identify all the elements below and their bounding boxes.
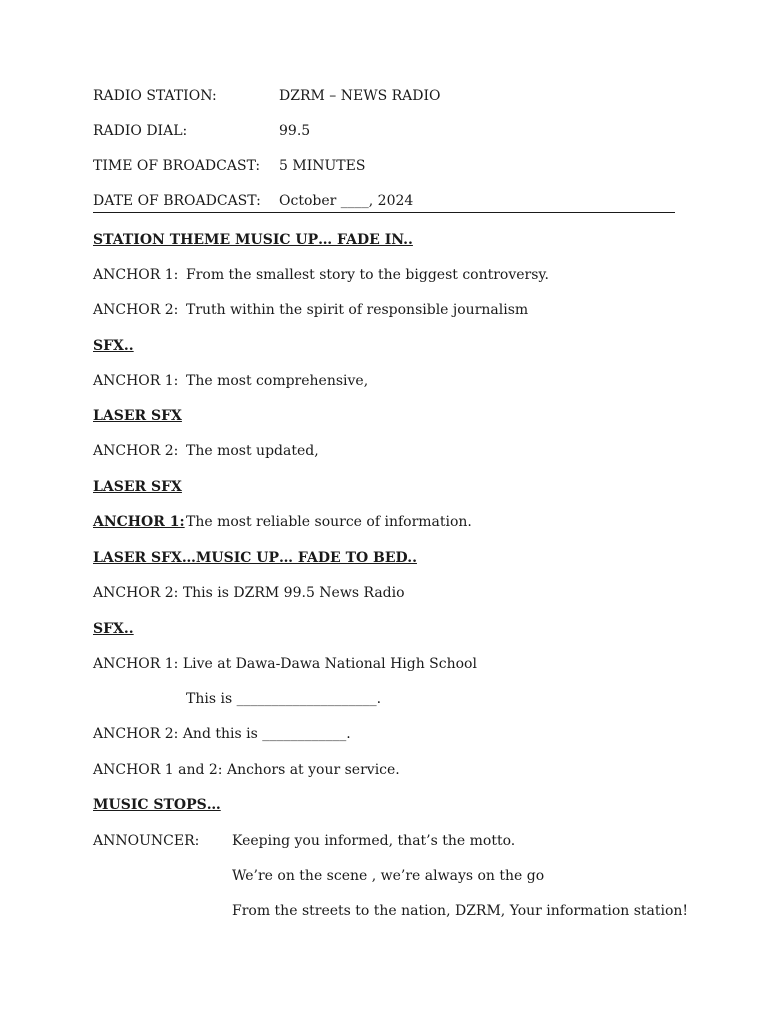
dial-label: RADIO DIAL: (93, 123, 188, 139)
dialogue-text: The most reliable source of information. (186, 514, 472, 530)
dialogue-text: The most comprehensive, (186, 373, 369, 389)
announcer-text: We’re on the scene , we’re always on the go (232, 868, 545, 884)
speaker-label: ANCHOR 1: (93, 267, 179, 283)
date-label: DATE OF BROADCAST: (93, 193, 261, 209)
dialogue-line: ANCHOR 2: And this is ____________. (93, 726, 351, 742)
speaker-label: ANCHOR 2: (93, 443, 179, 459)
dialogue-line: ANCHOR 2: This is DZRM 99.5 News Radio (93, 585, 405, 601)
station-value: DZRM – NEWS RADIO (279, 88, 441, 104)
cue-laser-sfx: LASER SFX (93, 408, 182, 424)
script-page (93, 0, 689, 1024)
cue-music-stops: MUSIC STOPS… (93, 797, 221, 813)
announcer-text: Keeping you informed, that’s the motto. (232, 833, 516, 849)
cue-laser-music-up: LASER SFX…MUSIC UP… FADE TO BED.. (93, 550, 417, 566)
time-label: TIME OF BROADCAST: (93, 158, 261, 174)
dialogue-line: ANCHOR 1 and 2: Anchors at your service. (93, 762, 400, 778)
station-label: RADIO STATION: (93, 88, 217, 104)
speaker-label: ANNOUNCER: (93, 833, 200, 849)
cue-sfx: SFX.. (93, 338, 134, 354)
dial-value: 99.5 (279, 123, 311, 139)
speaker-label: ANCHOR 2: (93, 302, 179, 318)
announcer-text: From the streets to the nation, DZRM, Your information station! (232, 903, 689, 919)
date-value: October ____, 2024 (279, 193, 414, 209)
speaker-label: ANCHOR 1: (93, 373, 179, 389)
cue-laser-sfx: LASER SFX (93, 479, 182, 495)
dialogue-text: This is ____________________. (186, 691, 382, 707)
dialogue-line: ANCHOR 1: Live at Dawa-Dawa National High School (93, 656, 477, 672)
time-value: 5 MINUTES (279, 158, 366, 174)
dialogue-text: From the smallest story to the biggest controversy. (186, 267, 549, 283)
cue-sfx: SFX.. (93, 621, 134, 637)
header-divider (93, 212, 675, 213)
dialogue-text: The most updated, (186, 443, 319, 459)
cue-station-theme: STATION THEME MUSIC UP… FADE IN.. (93, 232, 413, 248)
dialogue-text: Truth within the spirit of responsible journalism (186, 302, 529, 318)
speaker-label: ANCHOR 1: (93, 514, 185, 530)
